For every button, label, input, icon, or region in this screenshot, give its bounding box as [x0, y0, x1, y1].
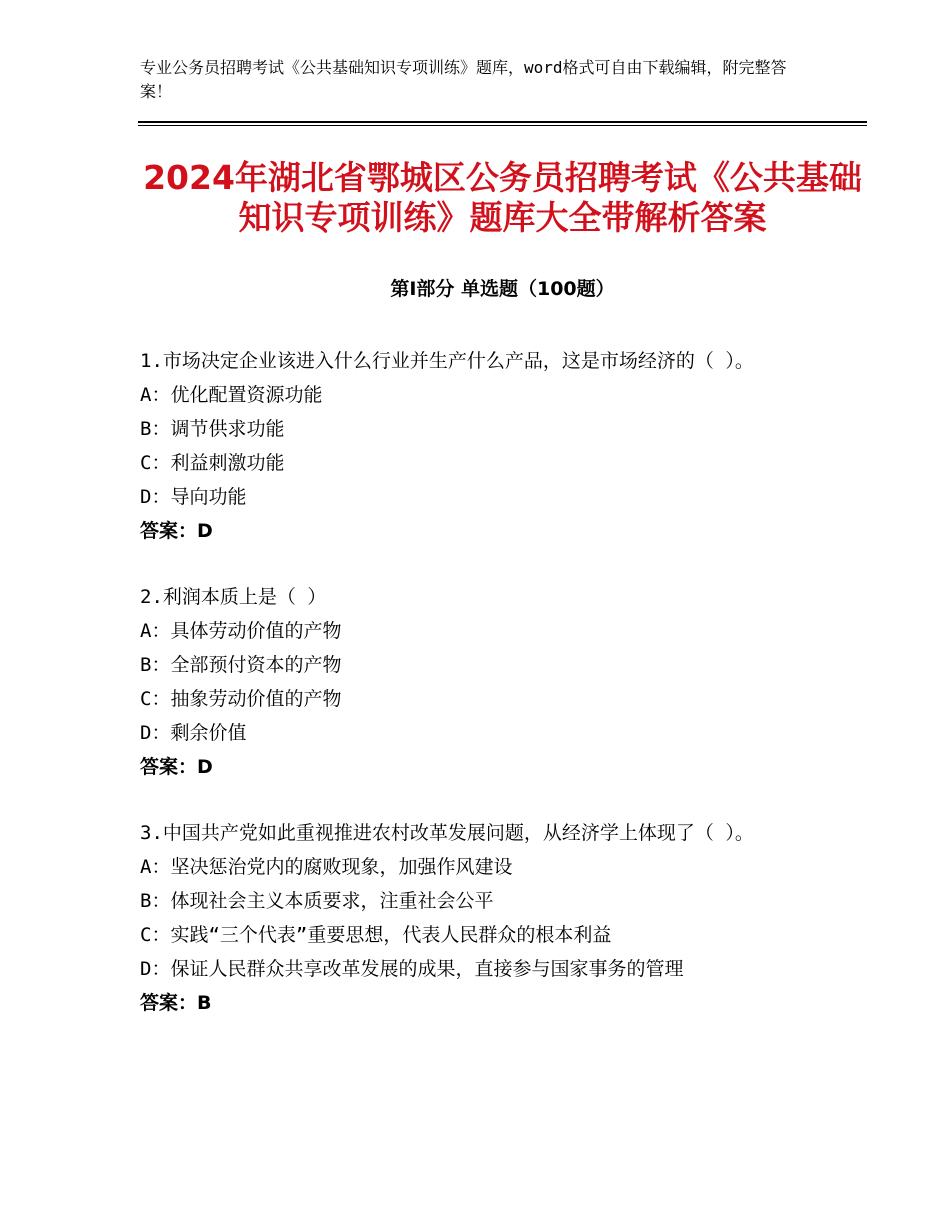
option-a: A：优化配置资源功能	[140, 384, 323, 406]
option-a: A：坚决惩治党内的腐败现象，加强作风建设	[140, 856, 513, 878]
answer: 答案：D	[140, 520, 213, 542]
question-stem: 1.市场决定企业该进入什么行业并生产什么产品，这是市场经济的（ ）。	[140, 350, 754, 372]
option-d: D：导向功能	[140, 486, 247, 508]
option-c: C：利益刺激功能	[140, 452, 285, 474]
question-stem: 3.中国共产党如此重视推进农村改革发展问题，从经济学上体现了（ ）。	[140, 822, 754, 844]
question-list	[140, 344, 800, 1052]
option-d: D：剩余价值	[140, 722, 247, 744]
option-b: B：全部预付资本的产物	[140, 654, 342, 676]
option-c: C：实践“三个代表”重要思想，代表人民群众的根本利益	[140, 924, 612, 946]
question-stem: 2.利润本质上是（ ）	[140, 586, 327, 608]
option-d: D：保证人民群众共享改革发展的成果，直接参与国家事务的管理	[140, 958, 684, 980]
header-note: 专业公务员招聘考试《公共基础知识专项训练》题库，word格式可自由下载编辑，附完整答案！	[140, 58, 787, 101]
header-rule-thin	[138, 125, 867, 126]
question-1	[140, 344, 800, 548]
section-title: 第Ⅰ部分 单选题（100题）	[390, 278, 615, 300]
answer: 答案：D	[140, 756, 213, 778]
answer: 答案：B	[140, 992, 212, 1014]
header-rule-thick	[138, 121, 867, 123]
question-3	[140, 816, 800, 1020]
option-b: B：调节供求功能	[140, 418, 285, 440]
option-c: C：抽象劳动价值的产物	[140, 688, 342, 710]
document-title: 2024年湖北省鄂城区公务员招聘考试《公共基础知识专项训练》题库大全带解析答案	[143, 158, 862, 237]
question-2	[140, 580, 800, 784]
option-a: A：具体劳动价值的产物	[140, 620, 342, 642]
option-b: B：体现社会主义本质要求，注重社会公平	[140, 890, 494, 912]
